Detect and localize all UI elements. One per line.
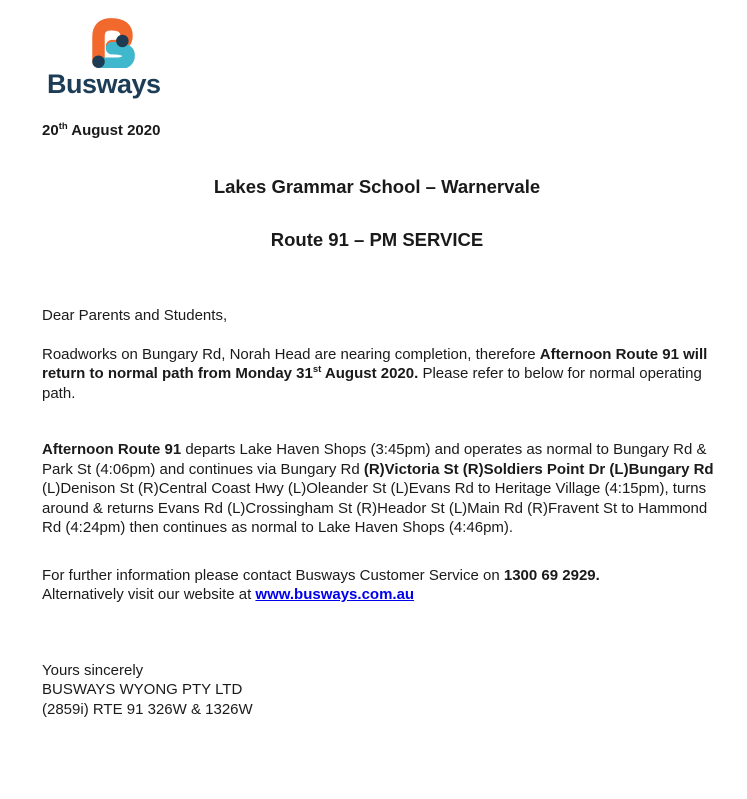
letter-subtitle: Route 91 – PM SERVICE bbox=[270, 229, 484, 250]
superscript-text: th bbox=[58, 121, 68, 132]
paragraph-route-detail bbox=[42, 440, 714, 538]
paragraph-contact bbox=[42, 566, 714, 605]
letter-date bbox=[42, 122, 712, 139]
brand-wordmark: Busways bbox=[47, 69, 161, 99]
logo-dot-right bbox=[116, 35, 128, 47]
signature-company: BUSWAYS WYONG PTY LTD bbox=[42, 681, 243, 698]
text-run: departs Lake Haven Shops (3:45pm) and operates as normal to Bungary Rd & Park St (4:06pm) and continues via Bungary Rd bbox=[42, 441, 707, 478]
busways-logo bbox=[42, 18, 712, 100]
text-run: Alternatively visit our website at bbox=[42, 586, 256, 603]
text-run: Roadworks on Bungary Rd, Norah Head are nearing completion, therefore bbox=[42, 345, 540, 363]
busways-b-mark-icon bbox=[85, 18, 139, 68]
paragraph-roadworks bbox=[42, 345, 714, 404]
salutation: Dear Parents and Students, bbox=[42, 307, 228, 324]
text-run: For further information please contact Busways Customer Service on bbox=[42, 566, 504, 584]
website-link[interactable]: www.busways.com.au bbox=[255, 586, 415, 603]
text-run: Please refer to below for normal operating path. bbox=[42, 365, 702, 402]
signature-route-code: (2859i) RTE 91 326W & 1326W bbox=[42, 700, 253, 718]
superscript-text: st bbox=[312, 364, 322, 375]
signature-block bbox=[42, 661, 714, 720]
text-run: (R)Victoria St (R)Soldiers Point Dr (L)Bungary Rd bbox=[363, 460, 714, 478]
letter-title: Lakes Grammar School – Warnervale bbox=[213, 176, 541, 197]
text-run: 20 bbox=[42, 122, 59, 139]
text-run: Afternoon Route 91 will return to normal path from Monday 31 bbox=[42, 345, 708, 382]
signature-closing: Yours sincerely bbox=[42, 661, 144, 679]
text-run: Afternoon Route 91 bbox=[42, 441, 182, 458]
logo-dot-bottom-left bbox=[92, 55, 104, 67]
text-run: August 2020. bbox=[321, 365, 419, 382]
text-run: 1300 69 2929. bbox=[503, 566, 600, 584]
text-run: August 2020 bbox=[67, 122, 161, 139]
text-run: (L)Denison St (R)Central Coast Hwy (L)Oleander St (L)Evans Rd to Heritage Village (4:15pm), turns around & returns Evans Rd (L)Crossingham St (R)Heador St (L)Main Rd (R)Fravent St to Hammond Rd (4:24pm) then continues as normal to Lake Haven Shops (4:46pm). bbox=[42, 480, 708, 536]
